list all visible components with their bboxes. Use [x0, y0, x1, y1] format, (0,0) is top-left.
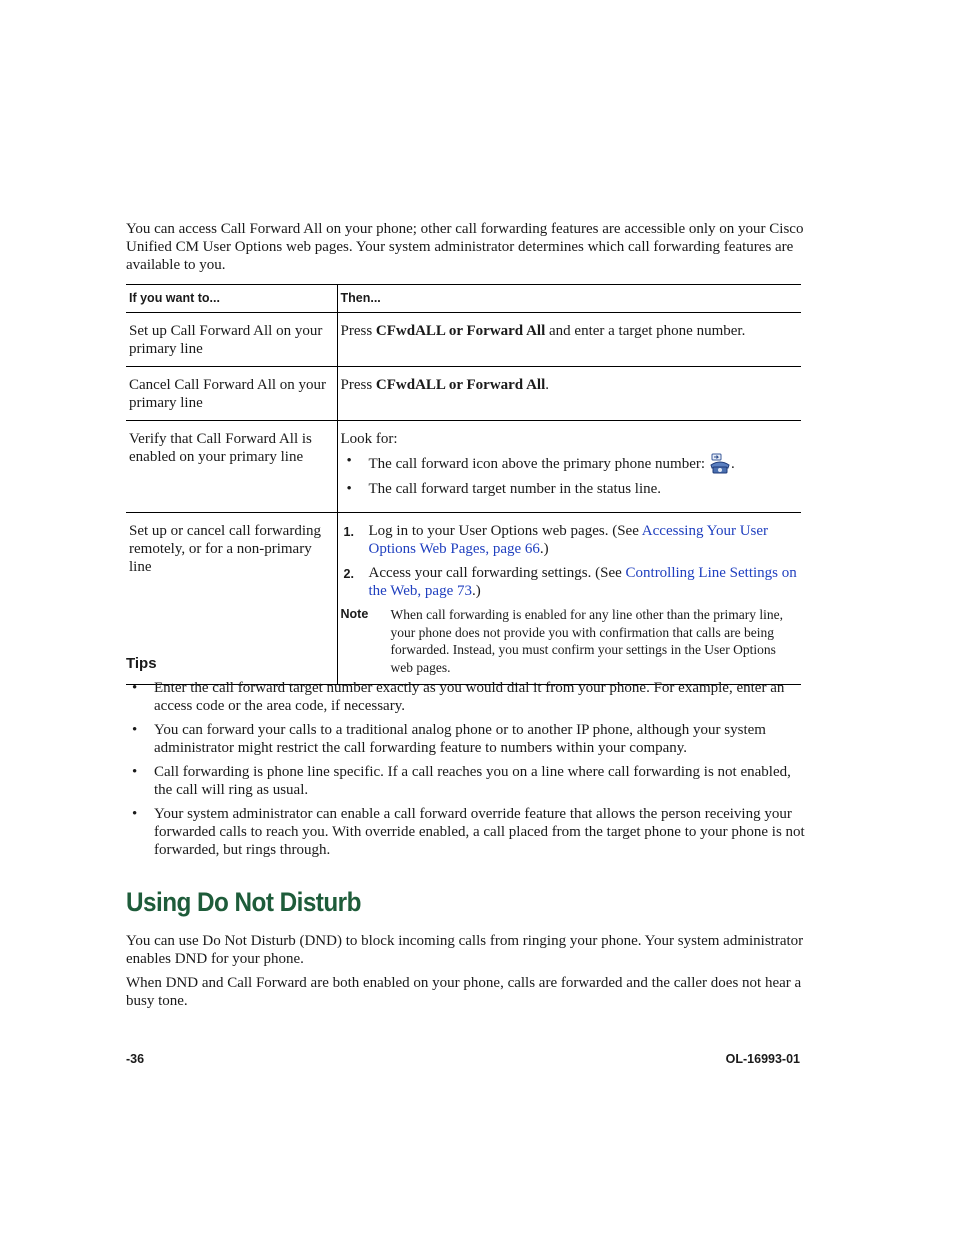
verify-list — [341, 452, 799, 498]
then-post: . — [545, 377, 549, 393]
table-row — [126, 421, 801, 513]
note-text: When call forwarding is enabled for any line other than the primary line, your phone does not provide you with confirmation that calls are being forwarded. Instead, you must confirm your settings in the User Options web pages. — [390, 607, 783, 675]
step-number: 2. — [343, 567, 354, 581]
section-title: Using Do Not Disturb — [126, 887, 361, 917]
bullet-text: The call forward icon above the primary phone number: — [368, 456, 706, 472]
header-if-you-want: If you want to... — [126, 285, 337, 313]
list-item — [341, 522, 799, 558]
note-block — [341, 606, 799, 676]
list-item: • You can forward your calls to a traditional analog phone or to another IP phone, although your system administrator might restrict the call forwarding feature to numbers within your company. — [126, 721, 806, 757]
controlling-line-settings-link[interactable]: Controlling Line Settings on the Web, page 73 — [368, 565, 797, 599]
dnd-paragraph-1: You can use Do Not Disturb (DND) to block incoming calls from ringing your phone. Your system administrator enables DND for your phone. — [126, 933, 804, 967]
look-for-label: Look for: — [340, 431, 398, 447]
list-item: • Enter the call forward target number exactly as you would dial it from your phone. For example, enter an access code or the area code, if necessary. — [126, 679, 806, 715]
note-label: Note — [340, 607, 369, 621]
list-item: • Call forwarding is phone line specific. If a call reaches you on a line where call forwarding is not enabled, the call will ring as usual. — [126, 763, 806, 799]
tips-list — [126, 679, 806, 865]
row-then-verify — [337, 421, 801, 513]
step-number: 1. — [343, 525, 354, 539]
step-text: Log in to your User Options web pages. (See — [368, 523, 642, 539]
table-row — [126, 513, 801, 685]
call-forward-phone-icon — [709, 452, 731, 474]
then-pre: Press — [340, 323, 376, 339]
step-text: Access your call forwarding settings. (See — [368, 565, 626, 581]
list-item: • Your system administrator can enable a call forward override feature that allows the person receiving your forwarded calls to reach you. With override enabled, a call placed from the target phone to your phone is not forwarded, but rings through. — [126, 805, 806, 859]
row-want-verify: Verify that Call Forward All is enabled on your primary line — [126, 421, 337, 513]
list-item — [341, 564, 799, 600]
step-text-end: .) — [471, 583, 481, 599]
document-id: OL-16993-01 — [725, 1052, 800, 1066]
intro-paragraph: You can access Call Forward All on your phone; other call forwarding features are accessible only on your Cisco Unified CM User Options web pages. Your system administrator determines which call forwarding features are available to you. — [126, 221, 804, 273]
table-row — [126, 367, 801, 421]
header-then: Then... — [337, 285, 801, 313]
table-row — [126, 313, 801, 367]
then-pre: Press — [340, 377, 376, 393]
row-then-remote — [337, 513, 801, 685]
list-item: • The call forward target number in the status line. — [341, 480, 799, 498]
page-number: -36 — [126, 1052, 145, 1066]
softkey-label: CFwdALL or Forward All — [375, 377, 546, 393]
call-forward-table — [126, 284, 801, 685]
softkey-label: CFwdALL or Forward All — [375, 323, 546, 339]
row-then-cancel — [337, 367, 801, 421]
accessing-user-options-link[interactable]: Accessing Your User Options Web Pages, page 66 — [368, 523, 769, 557]
row-want-remote: Set up or cancel call forwarding remotely, or for a non-primary line — [126, 513, 337, 685]
dnd-paragraph-2: When DND and Call Forward are both enabled on your phone, calls are forwarded and the caller does not hear a busy tone. — [126, 975, 802, 1009]
row-want-cancel: Cancel Call Forward All on your primary line — [126, 367, 337, 421]
step-text-end: .) — [539, 541, 549, 557]
then-post: and enter a target phone number. — [545, 323, 746, 339]
bullet-end: . — [731, 456, 735, 472]
table-header-row — [126, 285, 801, 313]
row-want-setup: Set up Call Forward All on your primary line — [126, 313, 337, 367]
row-then-setup — [337, 313, 801, 367]
list-item — [341, 452, 799, 474]
remote-steps — [341, 522, 799, 600]
tips-heading: Tips — [126, 655, 157, 672]
